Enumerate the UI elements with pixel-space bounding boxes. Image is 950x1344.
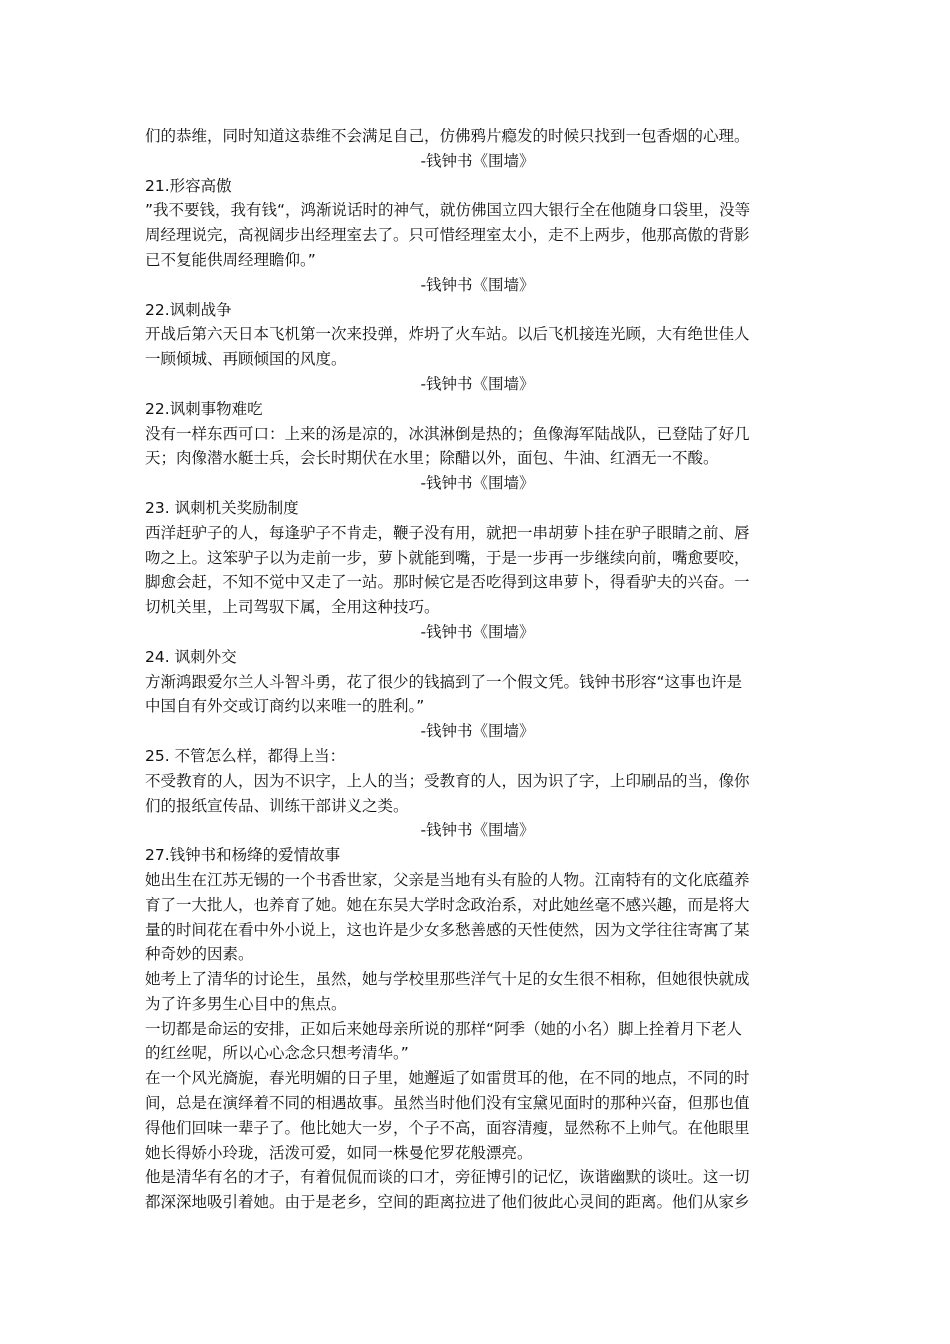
text-line: 22.讽刺战争: [145, 300, 232, 319]
text-line: 切机关里，上司驾驭下属，全用这种技巧。: [145, 598, 440, 617]
text-line: 在一个风光旖旎，春光明媚的日子里，她邂逅了如雷贯耳的他，在不同的地点，不同的时: [145, 1069, 750, 1088]
source-citation: -钱钟书《围墙》: [420, 622, 535, 641]
text-line: 她考上了清华的讨论生，虽然，她与学校里那些洋气十足的女生很不相称，但她很快就成: [145, 970, 750, 989]
text-line: 24. 讽刺外交: [145, 647, 237, 666]
text-line: 一切都是命运的安排，正如后来她母亲所说的那样“阿季（她的小名）脚上拴着月下老人: [145, 1019, 743, 1038]
source-citation: -钱钟书《围墙》: [420, 722, 535, 741]
text-line: 育了一大批人，也养育了她。她在东吴大学时念政治系，对此她丝毫不感兴趣，而是将大: [145, 895, 750, 914]
text-line: 没有一样东西可口：上来的汤是凉的，冰淇淋倒是热的；鱼像海军陆战队，已登陆了好几: [145, 424, 750, 443]
text-line: 25. 不管怎么样，都得上当：: [145, 746, 346, 765]
text-line: 脚愈会赶，不知不觉中又走了一站。那时候它是否吃得到这串萝卜，得看驴夫的兴奋。一: [145, 573, 750, 592]
text-line: 量的时间花在看中外小说上，这也许是少女多愁善感的天性使然，因为文学往往寄寓了某: [145, 920, 750, 939]
text-line: 为了许多男生心目中的焦点。: [145, 994, 347, 1013]
text-line: 她长得娇小玲珑，活泼可爱，如同一株曼佗罗花般漂亮。: [145, 1143, 533, 1162]
text-line: 不受教育的人，因为不识字，上人的当；受教育的人，因为识了字，上印刷品的当，像你: [145, 771, 750, 790]
text-line: ”我不要钱，我有钱“，鸿渐说话时的神气，就仿佛国立四大银行全在他随身口袋里，没等: [145, 201, 751, 220]
text-line: 22.讽刺事物难吃: [145, 399, 263, 418]
text-line: 西洋赶驴子的人，每逢驴子不肯走，鞭子没有用，就把一串胡萝卜挂在驴子眼睛之前、唇: [145, 523, 750, 542]
text-line: 21.形容高傲: [145, 176, 232, 195]
source-citation: -钱钟书《围墙》: [420, 275, 535, 294]
text-line: 间，总是在演绎着不同的相遇故事。虽然当时他们没有宝黛见面时的那种兴奋，但那也值: [145, 1094, 750, 1113]
text-line: 种奇妙的因素。: [145, 945, 254, 964]
text-line: 已不复能供周经理瞻仰。”: [145, 250, 316, 269]
source-citation: -钱钟书《围墙》: [420, 374, 535, 393]
text-line: 一顾倾城、再顾倾国的风度。: [145, 350, 347, 369]
text-line: 23. 讽刺机关奖励制度: [145, 498, 299, 517]
text-line: 吻之上。这笨驴子以为走前一步，萝卜就能到嘴，于是一步再一步继续向前，嘴愈要咬，: [145, 548, 750, 567]
text-line: 中国自有外交或订商约以来唯一的胜利。”: [145, 697, 425, 716]
text-line: 们的报纸宣传品、训练干部讲义之类。: [145, 796, 409, 815]
text-line: 周经理说完，高视阔步出经理室去了。只可惜经理室太小，走不上两步，他那高傲的背影: [145, 226, 750, 245]
source-citation: -钱钟书《围墙》: [420, 821, 535, 840]
text-line: 得他们回味一辈子了。他比她大一岁，个子不高，面容清瘦，显然称不上帅气。在他眼里: [145, 1118, 750, 1137]
text-line: 方渐鸿跟爱尔兰人斗智斗勇，花了很少的钱搞到了一个假文凭。钱钟书形容“这事也许是: [145, 672, 743, 691]
document-body: [145, 124, 810, 1215]
text-line: 们的恭维，同时知道这恭维不会满足自己，仿佛鸦片瘾发的时候只找到一包香烟的心理。: [145, 127, 750, 145]
text-line: 27.钱钟书和杨绛的爱情故事: [145, 846, 341, 865]
text-line: 开战后第六天日本飞机第一次来投弹，炸坍了火车站。以后飞机接连光顾，大有绝世佳人: [145, 325, 750, 344]
text-line: 都深深地吸引着她。由于是老乡，空间的距离拉进了他们彼此心灵间的距离。他们从家乡: [145, 1193, 750, 1212]
source-citation: -钱钟书《围墙》: [420, 151, 535, 170]
text-line: 她出生在江苏无锡的一个书香世家，父亲是当地有头有脸的人物。江南特有的文化底蕴养: [145, 870, 750, 889]
source-citation: -钱钟书《围墙》: [420, 474, 535, 493]
text-line: 的红丝呢，所以心心念念只想考清华。”: [145, 1044, 409, 1063]
text-line: 他是清华有名的才子，有着侃侃而谈的口才，旁征博引的记忆，诙谐幽默的谈吐。这一切: [145, 1168, 750, 1187]
text-line: 天；肉像潜水艇士兵，会长时期伏在水里；除醋以外，面包、牛油、红酒无一不酸。: [145, 449, 719, 468]
